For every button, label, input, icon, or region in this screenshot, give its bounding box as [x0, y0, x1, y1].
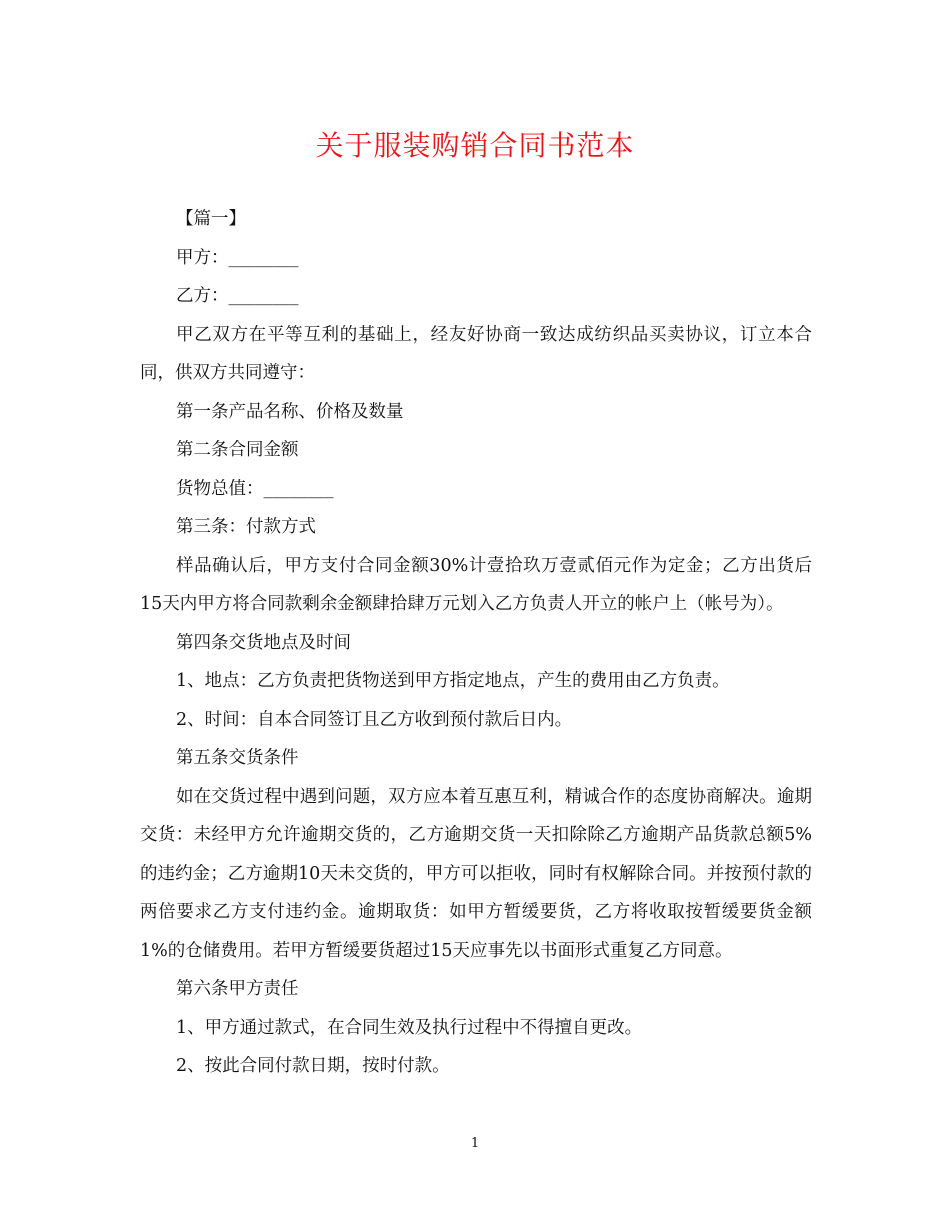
party-b-line: 乙方：________ — [176, 286, 299, 306]
article-6-heading: 第六条甲方责任 — [176, 979, 299, 999]
article-2-heading: 第二条合同金额 — [176, 440, 299, 460]
article-1-heading: 第一条产品名称、价格及数量 — [176, 401, 404, 422]
intro-paragraph: 甲乙双方在平等互利的基础上，经友好协商一致达成纺织品买卖协议，订立本合同，供双方共同遵守： — [140, 324, 812, 383]
party-a-duty-2: 2、按此合同付款日期，按时付款。 — [176, 1056, 450, 1076]
party-a-duty-1: 1、甲方通过款式，在合同生效及执行过程中不得擅自更改。 — [176, 1017, 643, 1038]
document-body — [140, 200, 812, 1086]
delivery-conditions-paragraph: 如在交货过程中遇到问题，双方应本着互惠互利，精诚合作的态度协商解决。逾期交货：未经甲方允许逾期交货的，乙方逾期交货一天扣除除乙方逾期产品货款总额5%的违约金；乙方逾期10天未交货的，甲方可以拒收，同时有权解除合同。并按预付款的两倍要求乙方支付违约金。逾期取货：如甲方暂缓要货，乙方将收取按暂缓要货金额1%的仓储费用。若甲方暂缓要货超过15天应事先以书面形式重复乙方同意。 — [140, 786, 812, 961]
payment-paragraph: 样品确认后，甲方支付合同金额30%计壹拾玖万壹贰佰元作为定金；乙方出货后15天内甲方将合同款剩余金额肆拾肆万元划入乙方负责人开立的帐户上（帐号为）。 — [140, 555, 812, 614]
delivery-location-item: 1、地点：乙方负责把货物送到甲方指定地点，产生的费用由乙方负责。 — [176, 671, 730, 691]
article-4-heading: 第四条交货地点及时间 — [176, 632, 351, 653]
section-label: 【篇一】 — [176, 209, 246, 229]
page-number: 1 — [470, 1136, 480, 1151]
article-3-heading: 第三条：付款方式 — [176, 517, 316, 537]
total-value-line: 货物总值：________ — [176, 478, 334, 499]
party-a-line: 甲方：________ — [176, 247, 299, 268]
delivery-time-item: 2、时间：自本合同签订且乙方收到预付款后日内。 — [176, 709, 573, 730]
article-5-heading: 第五条交货条件 — [176, 748, 299, 768]
document-title: 关于服装购销合同书范本 — [315, 129, 635, 162]
